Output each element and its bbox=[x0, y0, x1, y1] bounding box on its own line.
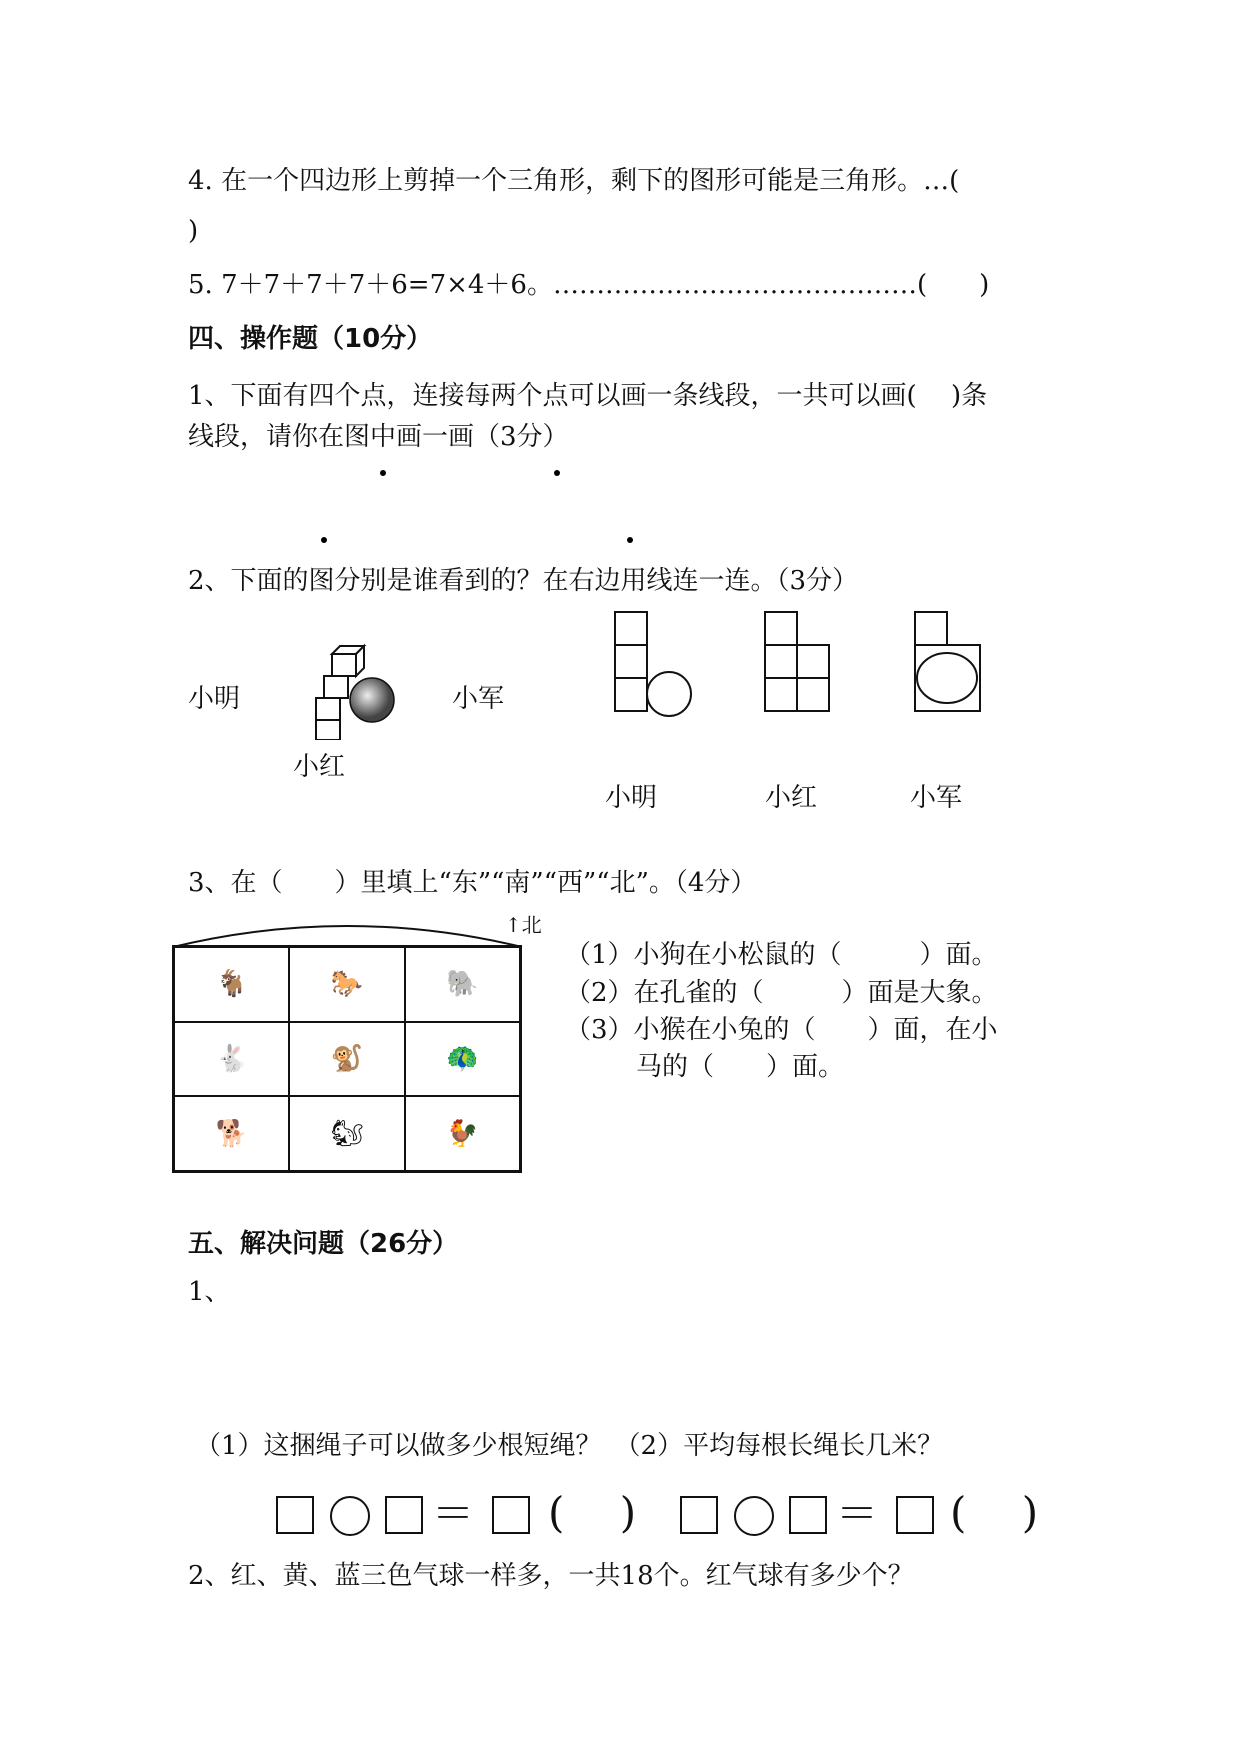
unit-paren[interactable]: ( ) bbox=[950, 1488, 1039, 1537]
monkey-icon: 🐒 bbox=[289, 1022, 404, 1097]
operator-circle[interactable] bbox=[330, 1496, 370, 1536]
squirrel-icon: 🐿 bbox=[289, 1096, 404, 1171]
judge-q4-close: ) bbox=[188, 216, 199, 246]
horse-icon: 🐎 bbox=[289, 947, 404, 1022]
point bbox=[321, 537, 327, 543]
answer-box[interactable] bbox=[680, 1496, 718, 1534]
answer-box[interactable] bbox=[385, 1496, 423, 1534]
s4-q2: 2、下面的图分别是谁看到的？在右边用线连一连。（3分） bbox=[188, 566, 859, 596]
operator-circle[interactable] bbox=[734, 1496, 774, 1536]
view-label: 小明 bbox=[605, 783, 658, 813]
elephant-icon: 🐘 bbox=[405, 947, 520, 1022]
answer-box[interactable] bbox=[276, 1496, 314, 1534]
q3-item: （2）在孔雀的（ ）面是大象。 bbox=[565, 978, 998, 1008]
s5-q1: 1、 bbox=[188, 1277, 231, 1307]
label-xiaojun: 小军 bbox=[452, 684, 505, 714]
answer-box[interactable] bbox=[789, 1496, 827, 1534]
s5-q1-sub: （1）这捆绳子可以做多少根短绳？ （2）平均每根长绳长几米？ bbox=[195, 1431, 944, 1461]
label-xiaohong: 小红 bbox=[293, 752, 346, 782]
s4-q1-line2: 线段，请你在图中画一画（3分） bbox=[188, 422, 569, 452]
equals-sign: ＝ bbox=[836, 1489, 879, 1538]
s4-q3: 3、在（ ）里填上“东”“南”“西”“北”。（4分） bbox=[188, 868, 757, 898]
view-label: 小红 bbox=[765, 783, 818, 813]
section4-heading: 四、操作题（10分） bbox=[188, 324, 433, 354]
judge-q4: 4. 在一个四边形上剪掉一个三角形，剩下的图形可能是三角形。…( bbox=[188, 166, 960, 196]
point bbox=[554, 470, 560, 476]
point bbox=[380, 470, 386, 476]
unit-paren[interactable]: ( ) bbox=[548, 1488, 637, 1537]
equals-sign: ＝ bbox=[432, 1489, 475, 1538]
goat-icon: 🐐 bbox=[174, 947, 289, 1022]
chicken-icon: 🐓 bbox=[405, 1096, 520, 1171]
judge-q5: 5. 7＋7＋7＋7＋6=7×4＋6。……………………………………( ) bbox=[188, 270, 990, 300]
animal-grid bbox=[172, 945, 522, 1173]
s4-q1-line1: 1、下面有四个点，连接每两个点可以画一条线段，一共可以画( )条 bbox=[188, 381, 988, 411]
dog-icon: 🐕 bbox=[174, 1096, 289, 1171]
answer-box[interactable] bbox=[492, 1496, 530, 1534]
answer-box[interactable] bbox=[896, 1496, 934, 1534]
q3-item: 马的（ ）面。 bbox=[636, 1052, 845, 1082]
q3-item: （3）小猴在小兔的（ ）面，在小 bbox=[565, 1015, 998, 1045]
q3-item: （1）小狗在小松鼠的（ ）面。 bbox=[565, 940, 998, 970]
s5-q2: 2、红、黄、蓝三色气球一样多，一共18个。红气球有多少个？ bbox=[188, 1561, 914, 1591]
point bbox=[627, 537, 633, 543]
cube-stack-figure bbox=[310, 640, 410, 740]
north-indicator: ↑北 bbox=[505, 913, 542, 937]
label-xiaoming: 小明 bbox=[188, 684, 241, 714]
three-views-figure bbox=[610, 610, 1010, 720]
view-label: 小军 bbox=[910, 783, 963, 813]
rabbit-icon: 🐇 bbox=[174, 1022, 289, 1097]
peacock-icon: 🦚 bbox=[405, 1022, 520, 1097]
section5-heading: 五、解决问题（26分） bbox=[188, 1229, 459, 1259]
